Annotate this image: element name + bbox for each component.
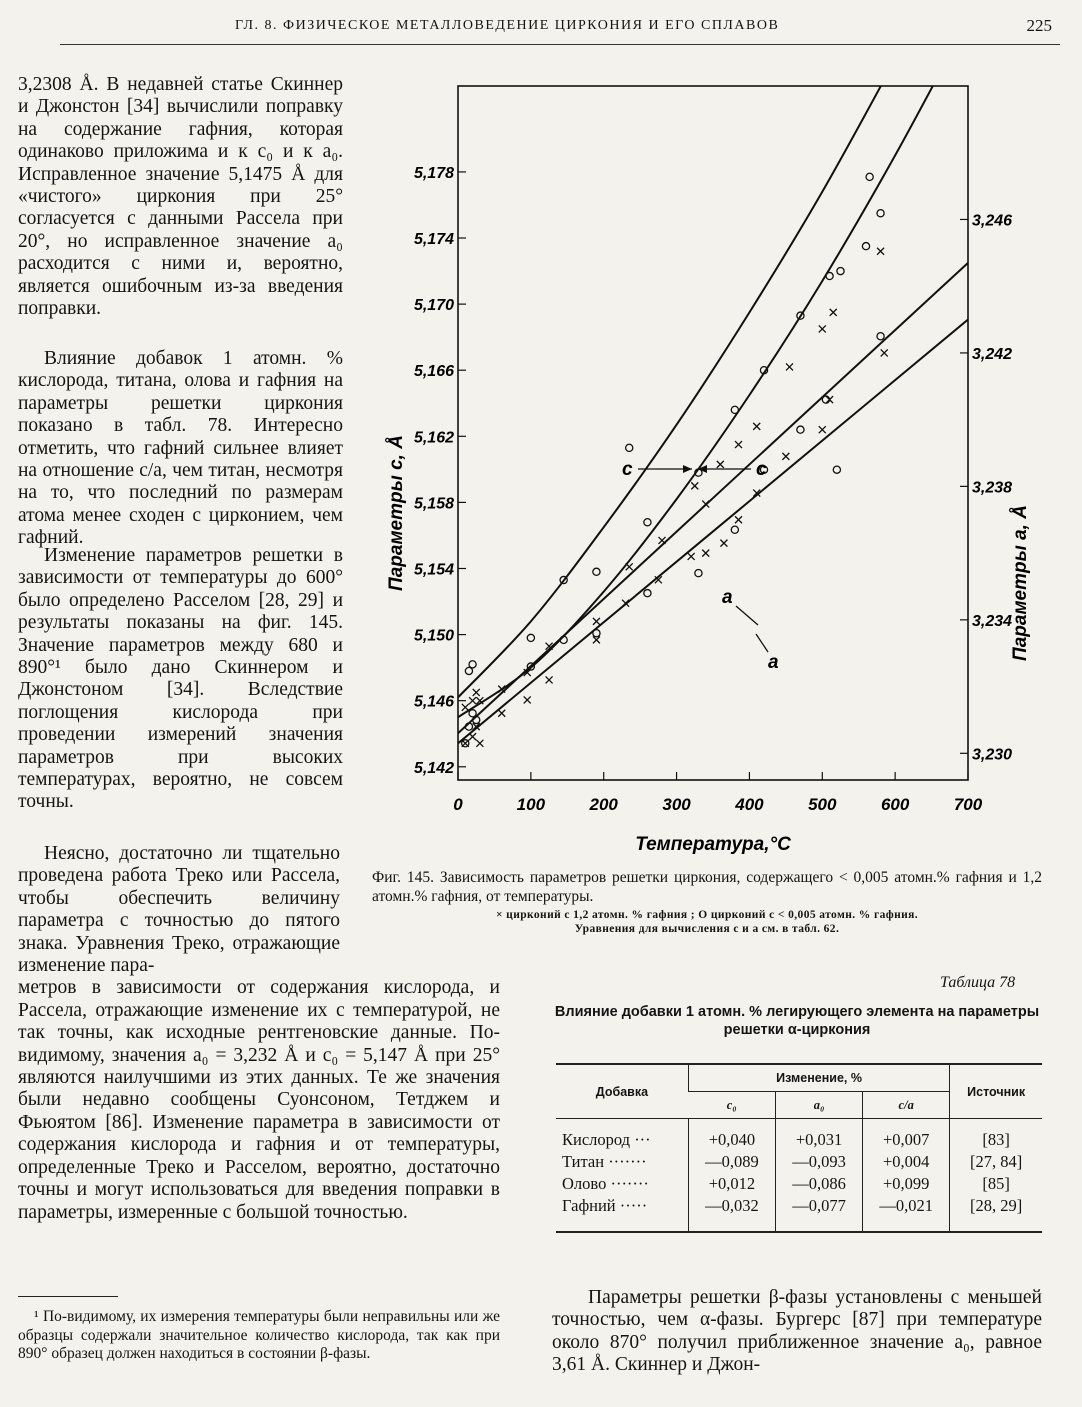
curve-a bbox=[458, 320, 968, 744]
page-header bbox=[60, 14, 1060, 40]
data-point-circle bbox=[877, 210, 884, 217]
cell-ca: +0,004 bbox=[863, 1151, 950, 1173]
data-point-cross bbox=[735, 441, 742, 448]
data-point-cross bbox=[659, 537, 666, 544]
annotation-arrow bbox=[736, 606, 758, 625]
header-a0: a₀ bbox=[775, 1092, 862, 1119]
x-axis-label: Температура,°С bbox=[635, 834, 791, 855]
table-title: Влияние добавки 1 атомн. % легирующего элемента на параметры решетки α-циркония bbox=[554, 1004, 1040, 1038]
data-point-cross bbox=[498, 686, 505, 693]
cell-c0: —0,032 bbox=[688, 1195, 775, 1232]
data-point-circle bbox=[822, 396, 829, 403]
data-point-cross bbox=[753, 423, 760, 430]
cell-ca: —0,021 bbox=[863, 1195, 950, 1232]
annotation-c-left: c bbox=[622, 459, 633, 480]
data-point-cross bbox=[498, 710, 505, 717]
data-point-cross bbox=[786, 363, 793, 370]
y-tick-label: 5,162 bbox=[413, 429, 454, 447]
table-row bbox=[556, 1173, 1042, 1195]
y-tick-label: 5,150 bbox=[413, 627, 454, 645]
annotation-a-bottom: a bbox=[768, 652, 779, 673]
header-change: Изменение, % bbox=[688, 1064, 949, 1092]
cell-a0: —0,086 bbox=[775, 1173, 862, 1195]
data-point-circle bbox=[469, 661, 476, 668]
lattice-parameters-chart bbox=[372, 78, 1031, 868]
cell-source: [27, 84] bbox=[950, 1151, 1042, 1173]
data-point-cross bbox=[717, 461, 724, 468]
data-point-circle bbox=[469, 710, 476, 717]
data-point-circle bbox=[877, 333, 884, 340]
cell-additive: Титан ······· bbox=[562, 1152, 647, 1171]
data-point-circle bbox=[593, 630, 600, 637]
header-additive: Добавка bbox=[556, 1064, 688, 1119]
data-point-circle bbox=[833, 466, 840, 473]
data-point-circle bbox=[644, 519, 651, 526]
data-point-cross bbox=[469, 697, 476, 704]
data-point-circle bbox=[837, 267, 844, 274]
header-ca: c/a bbox=[863, 1092, 950, 1119]
data-point-cross bbox=[877, 248, 884, 255]
data-point-cross bbox=[688, 553, 695, 560]
cell-a0: —0,077 bbox=[775, 1195, 862, 1232]
cell-a0: +0,031 bbox=[775, 1119, 862, 1152]
annotation-arrowhead bbox=[683, 465, 692, 473]
data-point-cross bbox=[830, 309, 837, 316]
y2-tick-label: 3,230 bbox=[972, 746, 1013, 764]
data-point-cross bbox=[462, 740, 469, 747]
data-point-cross bbox=[735, 516, 742, 523]
y2-tick-label: 3,234 bbox=[972, 612, 1013, 630]
data-point-circle bbox=[797, 426, 804, 433]
paragraph-2: Влияние добавок 1 атомн. % кислорода, титана, олова и гафния на параметры решетки циркония показано в табл. 78. Интересно отметить, что гафний сильнее влияет на отношение c/a, чем титан, несмотря на то, что последний по размерам атома менее сходен с цирконием, чем гафний. bbox=[18, 348, 343, 549]
x-tick-label: 600 bbox=[880, 795, 910, 814]
y-tick-label: 5,142 bbox=[413, 759, 454, 777]
paragraph-3: Изменение параметров решетки в зависимости от температуры до 600° было определено Расселом [28, 29] и результаты показаны на фиг. 145. Значение параметров между 680 и 890°¹ было дано Скиннером и Джонстоном [34]. Вследствие поглощения кислорода при проведении измерений значения параметров при высоких температурах, вероятно, не совсем точны. bbox=[18, 545, 343, 813]
data-point-cross bbox=[826, 396, 833, 403]
data-point-circle bbox=[644, 590, 651, 597]
data-point-circle bbox=[731, 526, 738, 533]
paragraph-4-wide: метров в зависимости от содержания кислорода, и Рассела, отражающие изменение их с температурой, не так точны, как исходные рентгеновские данные. По-видимому, значения a₀ = 3,232 Å и c₀ = 5,147 Å при 25° являются наилучшими из этих данных. Те же значения были недавно сообщены Суонсоном, Тетджем и Фьюятом [86]. Изменение параметра в зависимости от содержания кислорода и гафния и от температуры, определенные Треко и Расселом, вероятно, достаточно точны и могут использоваться для введения поправки в параметры, измеренные с большой точностью. bbox=[18, 977, 500, 1223]
annotation-c-right: c bbox=[756, 459, 767, 480]
data-point-circle bbox=[626, 444, 633, 451]
data-point-circle bbox=[695, 570, 702, 577]
table-78 bbox=[556, 1063, 1042, 1233]
x-tick-label: 200 bbox=[589, 795, 618, 814]
paragraph-1: 3,2308 Å. В недавней статье Скиннер и Джонстон [34] вычислили поправку на содержание гафния, которая одинаково приложима и к c₀ и к a₀. Исправленное значение 5,1475 Å для «чистого» циркония при 25° согласуется с данными Рассела при 20°, но исправленное значение a₀ расходится с ними и, вероятно, является ошибочным из-за введения поправки. bbox=[18, 74, 343, 320]
table-tag: Таблица 78 bbox=[940, 974, 1016, 991]
data-point-circle bbox=[862, 243, 869, 250]
cell-c0: +0,012 bbox=[688, 1173, 775, 1195]
cell-c0: +0,040 bbox=[688, 1119, 775, 1152]
table-row bbox=[556, 1119, 1042, 1152]
x-tick-label: 300 bbox=[662, 795, 691, 814]
annotation-a-top: a bbox=[722, 587, 733, 608]
data-point-circle bbox=[527, 634, 534, 641]
cell-ca: +0,099 bbox=[863, 1173, 950, 1195]
table-row bbox=[556, 1195, 1042, 1232]
data-point-cross bbox=[626, 563, 633, 570]
x-tick-label: 400 bbox=[735, 795, 764, 814]
caption-legend-1: × цирконий с 1,2 атомн. % гафния ; О цирконий с < 0,005 атомн. % гафния. bbox=[495, 909, 919, 921]
curve-a bbox=[458, 263, 968, 733]
caption-legend-2: Уравнения для вычисления c и a см. в табл. 62. bbox=[574, 923, 840, 935]
cell-source: [28, 29] bbox=[950, 1195, 1042, 1232]
table-row bbox=[556, 1151, 1042, 1173]
figure-caption bbox=[372, 868, 1042, 936]
data-point-cross bbox=[469, 733, 476, 740]
y-tick-label: 5,170 bbox=[413, 297, 454, 315]
data-point-cross bbox=[462, 704, 469, 711]
header-rule bbox=[60, 44, 1060, 45]
data-point-circle bbox=[593, 568, 600, 575]
cell-a0: —0,093 bbox=[775, 1151, 862, 1173]
data-point-cross bbox=[473, 689, 480, 696]
cell-source: [83] bbox=[950, 1119, 1042, 1152]
y2-tick-label: 3,246 bbox=[972, 212, 1013, 230]
data-point-cross bbox=[881, 349, 888, 356]
data-point-circle bbox=[731, 406, 738, 413]
data-point-cross bbox=[476, 740, 483, 747]
cell-additive: Гафний ····· bbox=[562, 1196, 648, 1215]
data-point-cross bbox=[819, 426, 826, 433]
data-point-cross bbox=[524, 696, 531, 703]
running-title: ГЛ. 8. ФИЗИЧЕСКОЕ МЕТАЛЛОВЕДЕНИЕ ЦИРКОНИЯ И ЕГО СПЛАВОВ bbox=[235, 18, 780, 33]
data-point-cross bbox=[720, 540, 727, 547]
data-point-cross bbox=[702, 501, 709, 508]
y-tick-label: 5,166 bbox=[413, 363, 454, 381]
y2-axis-label: Параметры a, Å bbox=[1010, 505, 1031, 661]
y-tick-label: 5,178 bbox=[413, 164, 454, 182]
page-number: 225 bbox=[1026, 16, 1052, 35]
data-point-cross bbox=[546, 676, 553, 683]
x-tick-label: 700 bbox=[953, 795, 983, 814]
footnote-rule bbox=[18, 1296, 118, 1297]
y-tick-label: 5,146 bbox=[413, 693, 454, 711]
paragraph-4-narrow: Неясно, достаточно ли тщательно проведена работа Треко или Рассела, чтобы обеспечить величину параметра с точностью до пятого знака. Уравнения Треко, отражающие изменение пара- bbox=[18, 843, 340, 977]
data-point-cross bbox=[782, 453, 789, 460]
curve-c bbox=[458, 0, 932, 697]
data-point-circle bbox=[826, 272, 833, 279]
y-tick-label: 5,158 bbox=[413, 495, 454, 513]
y2-tick-label: 3,238 bbox=[972, 479, 1013, 497]
x-tick-label: 500 bbox=[808, 795, 837, 814]
x-tick-label: 0 bbox=[453, 795, 463, 814]
header-source: Источник bbox=[950, 1064, 1042, 1119]
data-point-cross bbox=[819, 325, 826, 332]
cell-ca: +0,007 bbox=[863, 1119, 950, 1152]
data-point-circle bbox=[866, 173, 873, 180]
y-axis-label: Параметры c, Å bbox=[386, 435, 407, 591]
cell-c0: —0,089 bbox=[688, 1151, 775, 1173]
y-tick-label: 5,154 bbox=[413, 561, 454, 579]
cell-additive: Олово ······· bbox=[562, 1174, 649, 1193]
cell-additive: Кислород ··· bbox=[562, 1130, 651, 1149]
caption-main: Фиг. 145. Зависимость параметров решетки циркония, содержащего < 0,005 атомн.% гафния и 1,2 атомн.% гафния, от температуры. bbox=[372, 869, 1042, 905]
y2-tick-label: 3,242 bbox=[972, 345, 1013, 363]
x-tick-label: 100 bbox=[516, 795, 546, 814]
paragraph-5: Параметры решетки β-фазы установлены с меньшей точностью, чем α-фазы. Бургерс [87] при температуре около 870° получил приближенное значение a₀, равное 3,61 Å. Скиннер и Джон- bbox=[552, 1287, 1042, 1376]
data-point-cross bbox=[593, 618, 600, 625]
y-tick-label: 5,174 bbox=[413, 231, 454, 249]
data-point-cross bbox=[702, 550, 709, 557]
annotation-arrow bbox=[756, 634, 768, 652]
data-point-cross bbox=[691, 482, 698, 489]
footnote: ¹ По-видимому, их измерения температуры были неправильны или же образцы содержали значительное количество кислорода, так как при 890° образец должен находиться в состоянии β-фазы. bbox=[18, 1308, 500, 1362]
header-c0: c₀ bbox=[688, 1092, 775, 1119]
plot-frame bbox=[458, 86, 968, 780]
cell-source: [85] bbox=[950, 1173, 1042, 1195]
